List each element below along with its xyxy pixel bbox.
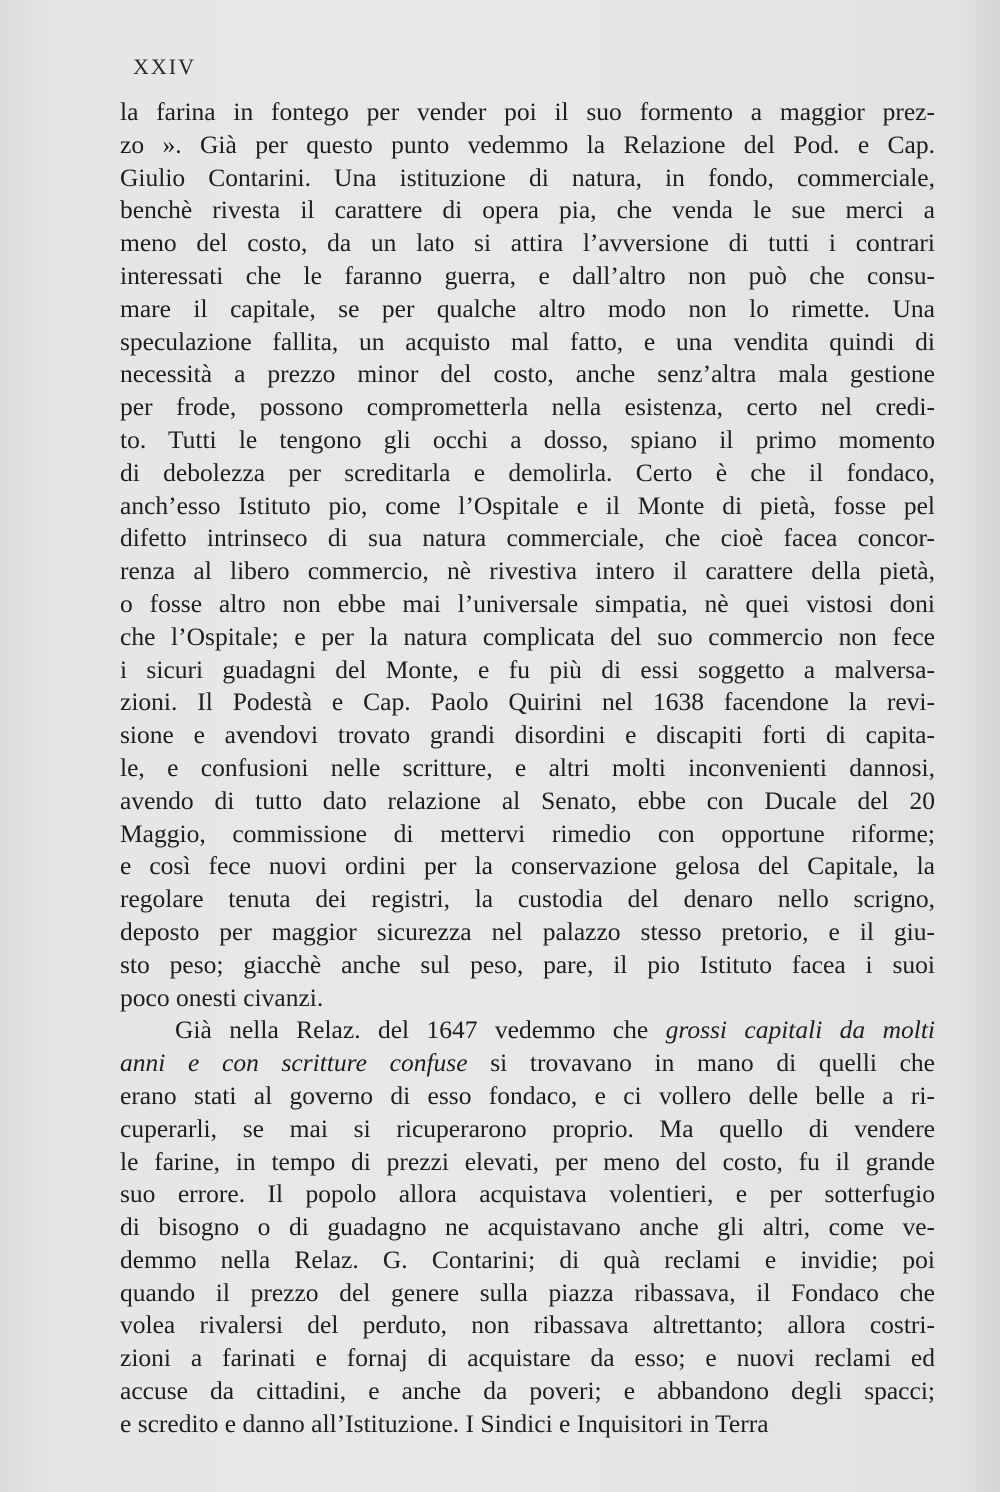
text-line: poco onesti civanzi. xyxy=(120,982,324,1012)
body-text xyxy=(120,96,935,1441)
text-run: si trovavano in mano di quelli che xyxy=(467,1048,935,1078)
text-line: deposto per maggior sicurezza nel palazzo stesso pretorio, e il giu- xyxy=(120,916,935,946)
text-line: anch’esso Istituto pio, come l’Ospitale e il Monte di pietà, fosse pel xyxy=(120,490,935,520)
text-line: e scredito e danno all’Istituzione. I Sindici e Inquisitori in Terra xyxy=(120,1408,769,1438)
text-line: regolare tenuta dei registri, la custodia del denaro nello scrigno, xyxy=(120,884,935,914)
text-line: speculazione fallita, un acquisto mal fatto, e una vendita quindi di xyxy=(120,326,935,356)
text-line: per frode, possono comprometterla nella esistenza, certo nel credi- xyxy=(120,392,935,422)
page-header-roman-numeral: XXIV xyxy=(133,54,196,79)
text-line xyxy=(120,1014,935,1047)
text-line: erano stati al governo di esso fondaco, e ci vollero delle belle a ri- xyxy=(120,1080,935,1110)
text-line: di bisogno o di guadagno ne acquistavano anche gli altri, come ve- xyxy=(120,1212,935,1242)
text-line: Giulio Contarini. Una istituzione di natura, in fondo, commerciale, xyxy=(120,162,935,192)
text-line: quando il prezzo del genere sulla piazza ribassava, il Fondaco che xyxy=(120,1277,935,1307)
text-line: cuperarli, se mai si ricuperarono proprio. Ma quello di vendere xyxy=(120,1113,935,1143)
text-run: Già nella Relaz. del 1647 vedemmo che xyxy=(175,1015,666,1045)
text-line: benchè rivesta il carattere di opera pia, che venda le sue merci a xyxy=(120,195,935,225)
text-line: che l’Ospitale; e per la natura complicata del suo commercio non fece xyxy=(120,621,935,651)
text-line: sione e avendovi trovato grandi disordini e discapiti forti di capita- xyxy=(120,720,935,750)
text-line: mare il capitale, se per qualche altro modo non lo rimette. Una xyxy=(120,293,935,323)
text-line: le farine, in tempo di prezzi elevati, per meno del costo, fu il grande xyxy=(120,1146,935,1176)
text-line: avendo di tutto dato relazione al Senato, ebbe con Ducale del 20 xyxy=(120,785,935,815)
text-line: i sicuri guadagni del Monte, e fu più di essi soggetto a malversa- xyxy=(120,654,935,684)
text-line: demmo nella Relaz. G. Contarini; di quà reclami e invidie; poi xyxy=(120,1244,935,1274)
text-line: zo ». Già per questo punto vedemmo la Relazione del Pod. e Cap. xyxy=(120,129,935,159)
text-line: di debolezza per screditarla e demolirla. Certo è che il fondaco, xyxy=(120,457,935,487)
text-line: la farina in fontego per vender poi il suo formento a maggior prez- xyxy=(120,97,935,126)
text-line: difetto intrinseco di sua natura commerciale, che cioè facea concor- xyxy=(120,523,935,553)
text-line: o fosse altro non ebbe mai l’universale simpatia, nè quei vistosi doni xyxy=(120,588,935,618)
text-line: interessati che le faranno guerra, e dall’altro non può che consu- xyxy=(120,260,935,290)
text-line: necessità a prezzo minor del costo, anche senz’altra mala gestione xyxy=(120,359,935,389)
text-line: le, e confusioni nelle scritture, e altri molti inconvenienti dannosi, xyxy=(120,752,935,782)
text-line: meno del costo, da un lato si attira l’avversione di tutti i contrari xyxy=(120,228,935,258)
text-line: renza al libero commercio, nè rivestiva intero il carattere della pietà, xyxy=(120,556,935,586)
italic-phrase: grossi capitali da molti xyxy=(665,1015,935,1045)
text-line: to. Tutti le tengono gli occhi a dosso, spiano il primo momento xyxy=(120,424,935,454)
text-line: zioni a farinati e fornaj di acquistare da esso; e nuovi reclami ed xyxy=(120,1343,935,1373)
text-line: volea rivalersi del perduto, non ribassava altrettanto; allora costri- xyxy=(120,1310,935,1340)
text-line: sto peso; giacchè anche sul peso, pare, il pio Istituto facea i suoi xyxy=(120,949,935,979)
text-line: e così fece nuovi ordini per la conservazione gelosa del Capitale, la xyxy=(120,851,935,881)
text-line: zioni. Il Podestà e Cap. Paolo Quirini nel 1638 facendone la revi- xyxy=(120,687,935,717)
text-line xyxy=(120,1047,935,1080)
paragraph xyxy=(120,96,935,1014)
text-line: Maggio, commissione di mettervi rimedio con opportune riforme; xyxy=(120,818,935,848)
text-line: accuse da cittadini, e anche da poveri; e abbandono degli spacci; xyxy=(120,1376,935,1406)
text-line: suo errore. Il popolo allora acquistava volentieri, e per sotterfugio xyxy=(120,1179,935,1209)
paragraph xyxy=(120,1014,935,1440)
italic-phrase: anni e con scritture confuse xyxy=(120,1048,468,1078)
